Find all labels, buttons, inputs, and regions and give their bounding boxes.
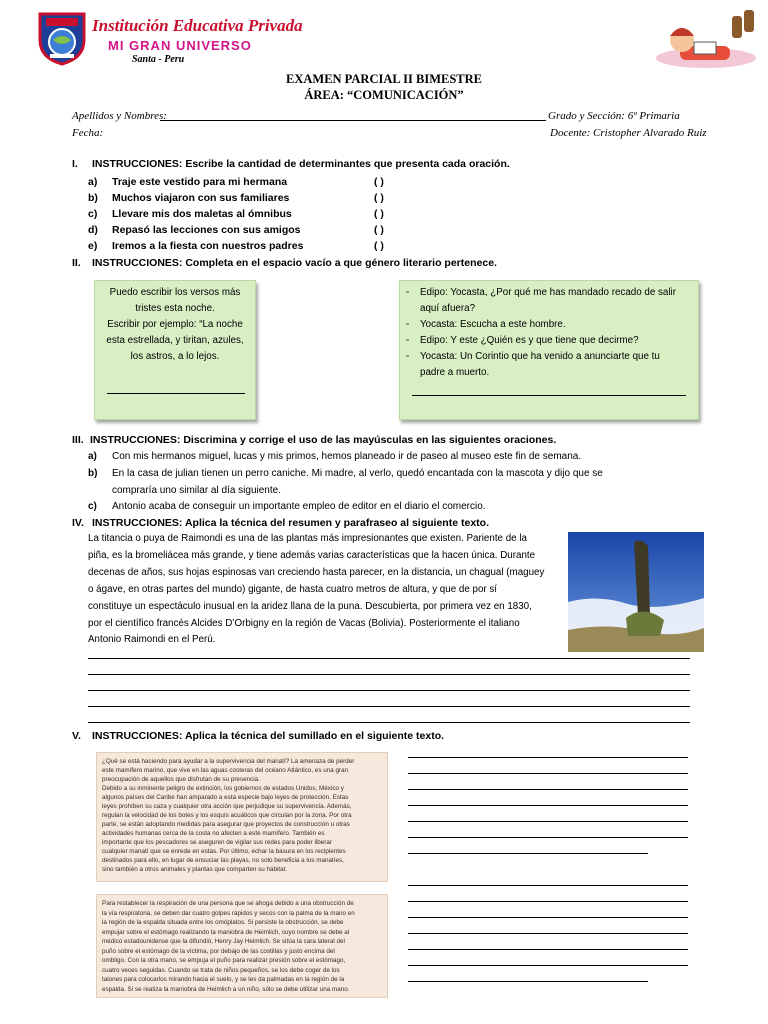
manati-text-line: actividades humanas cerca de la costa no afecten a este mamífero. También es xyxy=(102,830,325,837)
section-3-title: INSTRUCCIONES: Discrimina y corrige el uso de las mayúsculas en las siguientes oraciones. xyxy=(90,434,557,446)
manati-text-line: Debido a su inminente peligro de extinción, los gobiernos de estados Unidos, México y xyxy=(102,785,344,792)
sumillado-answer-line[interactable] xyxy=(408,853,648,854)
s1-answer-a[interactable]: ( ) xyxy=(374,176,384,188)
dialogue-line: - Yocasta: Escucha a este hombre. xyxy=(406,319,566,330)
sumillado-answer-line[interactable] xyxy=(408,821,688,822)
heimlich-text-line: cuatro veces seguidas. Cuando se trata de niños pequeños, se los debe coger de los xyxy=(102,966,340,974)
section-5-heading xyxy=(72,730,444,742)
s1-item-b: b) Muchos viajaron con sus familiares xyxy=(88,192,290,204)
s3-item-c: c) Antonio acaba de conseguir un importante empleo de editor en el diario el comercio. xyxy=(88,501,486,512)
puya-raimondi-photo xyxy=(568,532,704,652)
teacher-label: Docente: Cristopher Alvarado Ruiz xyxy=(550,127,707,139)
s3-item-a: a) Con mis hermanos miguel, lucas y mis primos, hemos planeado ir de paseo al museo este fin de semana. xyxy=(88,451,582,462)
summary-answer-line[interactable] xyxy=(88,658,690,659)
manati-text-line: este mamífero marino, que vive en las aguas costeras del océano Atlántico, es una gran xyxy=(102,767,349,774)
school-name: MI GRAN UNIVERSO xyxy=(108,38,252,53)
heimlich-text-line: la vía respiratoria, se deben dar cuatro golpes rápidos y secos con la palma de la mano en xyxy=(102,909,355,917)
sumillado-answer-line[interactable] xyxy=(408,805,688,806)
manati-text-box xyxy=(96,752,388,882)
names-label: Apellidos y Nombres: xyxy=(72,110,167,122)
section-5-title: INSTRUCCIONES: Aplica la técnica del sumillado en el siguiente texto. xyxy=(92,730,445,742)
child-reading-illustration xyxy=(650,6,762,70)
s3-item-b-cont: compraría uno similar al día siguiente. xyxy=(112,485,281,496)
poem-line: los astros, a lo lejos. xyxy=(130,351,220,362)
s3-item-b: b) En la casa de julian tienen un perro caniche. Mi madre, al verlo, quedó encantada con la mascota y dijo que se xyxy=(88,468,603,479)
manati-text-line: cualquier manatí que se enrede en estas. Por último, echar la basura en los recipientes xyxy=(102,848,346,855)
section-5-number: V. xyxy=(72,730,81,742)
sumillado-answer-line[interactable] xyxy=(408,965,688,966)
names-answer-line[interactable] xyxy=(160,120,546,121)
dialogue-line: - Edipo: Y este ¿Quién es y que tiene que decirme? xyxy=(406,335,639,346)
heimlich-text-line: empujar sobre el estómago realizando la maniobra de Heimlich, cuyo nombre se debe al xyxy=(102,928,350,936)
poem-line: tristes esta noche. xyxy=(135,303,215,314)
section-1-number: I. xyxy=(72,158,78,170)
summary-answer-line[interactable] xyxy=(88,706,690,707)
dialogue-line: - Yocasta: Un Corintio que ha venido a anunciarte que tu xyxy=(406,351,660,362)
s1-item-e: e) Iremos a la fiesta con nuestros padres xyxy=(88,240,304,252)
heimlich-text-line: puño sobre el estómago de la víctima, por debajo de las costillas y justo encima del xyxy=(102,947,335,955)
paragraph-line: decenas de años, sus hojas espinosas van creciendo hasta parecer, en la distancia, un chagual (maguey xyxy=(88,567,545,578)
sumillado-answer-line[interactable] xyxy=(408,949,688,950)
sumillado-answer-line[interactable] xyxy=(408,789,688,790)
sumillado-answer-line[interactable] xyxy=(408,757,688,758)
manati-text-line: parte, se están adoptando medidas para asegurar que proyectos de construcción u otras xyxy=(102,821,350,828)
section-2-title: INSTRUCCIONES: Completa en el espacio vacío a que género literario pertenece. xyxy=(92,257,497,269)
s1-item-a: a) Traje este vestido para mi hermana xyxy=(88,176,288,188)
section-3-heading xyxy=(72,434,556,446)
paragraph-line: piña, es la bromeliácea más grande, y tiene además varias características que la hacen única. Durante xyxy=(88,550,536,561)
sumillado-answer-line[interactable] xyxy=(408,901,688,902)
manati-text-line: leyes prohíben su caza y cualquier otra acción que perjudique su supervivencia. Además, xyxy=(102,803,352,810)
paragraph-line: constituye un espectáculo inusual en la aridez llana de la puna. Descubierta, por primera vez en 1830, xyxy=(88,601,532,612)
summary-answer-line[interactable] xyxy=(88,674,690,675)
section-2-heading xyxy=(72,257,497,269)
poem-line: esta estrellada, y tiritan, azules, xyxy=(106,335,244,346)
dialogue-box xyxy=(399,280,699,420)
paragraph-line: Antonio Raimondi en el Perú. xyxy=(88,634,216,645)
sumillado-answer-line[interactable] xyxy=(408,933,688,934)
dialogue-line: - Edipo: Yocasta, ¿Por qué me has mandado recado de salir xyxy=(406,287,676,298)
summary-answer-line[interactable] xyxy=(88,722,690,723)
heimlich-text-line: espalda. Si se realiza la maniobra de Heimlich a un niño, sólo se debe utilizar una mano. xyxy=(102,985,350,993)
sumillado-answer-line[interactable] xyxy=(408,981,648,982)
manati-text-line: algunos países del Caribe han amparado a esta especie bajo leyes de protección. Estas xyxy=(102,794,349,801)
institution-name: Institución Educativa Privada xyxy=(92,16,303,35)
heimlich-text-line: médico estadounidense que la difundió, Henry Jay Heimlich. Se sitúa la cara lateral del xyxy=(102,938,345,945)
section-1-heading xyxy=(72,158,510,170)
manati-text-line: sino también a otros animales y plantas que comparten su hábitat. xyxy=(102,866,288,873)
s1-item-d: d) Repasó las lecciones con sus amigos xyxy=(88,224,301,236)
heimlich-text-line: ombligo. Con la otra mano, se empuja el puño para realizar presión sobre el estómago, xyxy=(102,957,346,964)
school-city: Santa - Peru xyxy=(132,54,185,65)
date-label: Fecha: xyxy=(72,127,104,139)
s1-item-c: c) Llevare mis dos maletas al ómnibus xyxy=(88,208,292,220)
paragraph-line: por el científico francés Alcides D’Orbigny en la región de Vacas (Bolivia). Posteriormente el italiano xyxy=(88,618,520,629)
poem-box xyxy=(94,280,256,420)
sumillado-answer-line[interactable] xyxy=(408,885,688,886)
sumillado-answer-line[interactable] xyxy=(408,917,688,918)
poem-genre-answer-line[interactable] xyxy=(107,393,245,394)
dialogue-line: padre a muerto. xyxy=(420,367,490,378)
section-4-heading xyxy=(72,517,489,529)
summary-answer-line[interactable] xyxy=(88,690,690,691)
s1-answer-e[interactable]: ( ) xyxy=(374,240,384,252)
poem-line: Escribir por ejemplo: “La noche xyxy=(107,319,243,330)
heimlich-text-box xyxy=(96,894,388,998)
section-4-number: IV. xyxy=(72,517,84,529)
section-3-number: III. xyxy=(72,434,84,446)
manati-text-line: destinados para ello, en lugar de ensuciar las playas, no solo beneficia a los manatíes, xyxy=(102,857,344,864)
heimlich-text-line: Para restablecer la respiración de una persona que se ahoga debido a una obstrucción de xyxy=(102,900,354,907)
manati-text-line: regulan la velocidad de los botes y los esquís acuáticos que circulan por la zona. Por otra xyxy=(102,812,352,819)
sumillado-answer-line[interactable] xyxy=(408,837,688,838)
sumillado-answer-line[interactable] xyxy=(408,773,688,774)
manati-text-line: preocupación de aquellos que disfrutan de su presencia. xyxy=(102,776,260,783)
grade-label: Grado y Sección: 6º Primaria xyxy=(548,110,680,122)
paragraph-line: La titancia o puya de Raimondi es una de las plantas más impresionantes que existen. Pariente de la xyxy=(88,533,527,544)
s1-answer-c[interactable]: ( ) xyxy=(374,208,384,220)
section-2-number: II. xyxy=(72,257,81,269)
manati-text-line: ¿Qué se está haciendo para ayudar a la supervivencia del manatí? La amenaza de perder xyxy=(102,758,355,765)
section-1-title: INSTRUCCIONES: Escribe la cantidad de determinantes que presenta cada oración. xyxy=(92,158,510,170)
school-crest-logo xyxy=(36,10,88,66)
area-title: ÁREA: “COMUNICACIÓN” xyxy=(304,88,464,102)
section-4-title: INSTRUCCIONES: Aplica la técnica del resumen y parafraseo al siguiente texto. xyxy=(92,517,489,529)
s1-answer-b[interactable]: ( ) xyxy=(374,192,384,204)
poem-line: Puedo escribir los versos más xyxy=(109,287,241,298)
dialogue-genre-answer-line[interactable] xyxy=(412,395,686,396)
manati-text-line: importante que los pescadores se aseguren de vigilar sus redes para poder liberar xyxy=(102,839,332,846)
dialogue-line: aquí afuera? xyxy=(420,303,476,314)
heimlich-text-line: la región de la espalda situada entre los omóplatos. Si persiste la obstrucción, se debe xyxy=(102,919,344,926)
exam-title: EXAMEN PARCIAL II BIMESTRE xyxy=(286,72,482,86)
s1-answer-d[interactable]: ( ) xyxy=(374,224,384,236)
heimlich-text-line: talones para colocarlos mirando hacia el suelo, y se les da palmadas en la región de la xyxy=(102,976,345,983)
paragraph-line: o ágave, en otras partes del mundo) gigante, de hasta cuatro metros de altura, y que de por sí xyxy=(88,584,497,595)
